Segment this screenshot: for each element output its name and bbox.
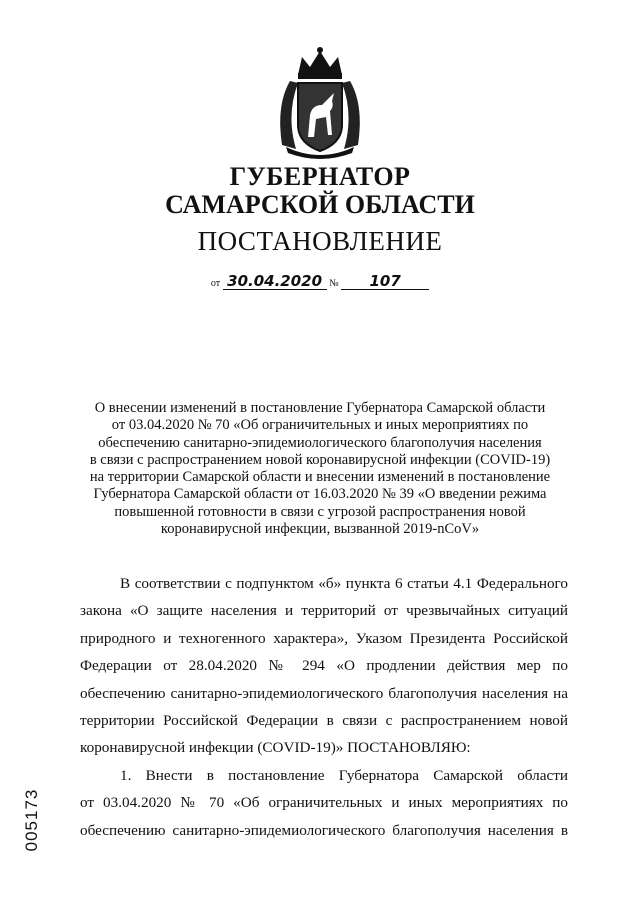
date-number-line — [0, 274, 640, 290]
body-line: коронавирусной инфекции (COVID-19)» ПОСТАНОВЛЯЮ: — [80, 739, 471, 757]
subject-line: коронавирусной инфекции, вызванной 2019-nCoV» — [160, 521, 480, 538]
issuer-title: ГУБЕРНАТОР — [229, 162, 411, 191]
subject-line: от 03.04.2020 № 70 «Об ограничительных и иных мероприятиях по — [111, 417, 529, 434]
number-label: № — [329, 278, 339, 289]
body-line: природного и техногенного характера», Указом Президента Российской — [80, 629, 568, 647]
body-line: от 03.04.2020 № 70 «Об ограничительных и иных мероприятиях по — [80, 794, 568, 812]
body-line: закона «О защите населения и территорий от чрезвычайных ситуаций — [80, 602, 568, 620]
stamp-number: 005173 — [22, 788, 41, 852]
issuer-region: САМАРСКОЙ ОБЛАСТИ — [165, 190, 475, 219]
coat-of-arms-icon — [268, 45, 372, 160]
subject-line: обеспечению санитарно-эпидемиологического благополучия населения — [98, 434, 542, 451]
subject-line: О внесении изменений в постановление Губернатора Самарской области — [94, 400, 546, 416]
document-number: 107 — [341, 274, 429, 290]
body-line: территории Российской Федерации в связи с распространением новой — [80, 711, 568, 729]
body-line: обеспечению санитарно-эпидемиологического благополучия населения в — [80, 821, 568, 839]
registration-stamp — [20, 780, 44, 860]
document-type: ПОСТАНОВЛЕНИЕ — [197, 226, 443, 256]
body-line: 1. Внести в постановление Губернатора Самарской области — [120, 766, 568, 784]
from-label: от — [210, 278, 221, 289]
document-body — [80, 570, 568, 844]
subject-line: на территории Самарской области и внесении изменений в постановление — [89, 469, 551, 486]
body-line: В соответствии с подпунктом «б» пункта 6 статьи 4.1 Федерального — [120, 575, 568, 592]
subject-line: повышенной готовности в связи с угрозой распространения новой — [114, 503, 526, 520]
subject-line: Губернатора Самарской области от 16.03.2020 № 39 «О введении режима — [93, 486, 547, 503]
body-line: Федерации от 28.04.2020 № 294 «О продлении действия мер по — [80, 657, 568, 675]
body-line: обеспечению санитарно-эпидемиологического благополучия населения на — [80, 684, 568, 702]
document-date: 30.04.2020 — [223, 274, 327, 290]
document-subject — [80, 400, 560, 538]
subject-line: в связи с распространением новой коронавирусной инфекции (COVID-19) — [89, 451, 551, 468]
